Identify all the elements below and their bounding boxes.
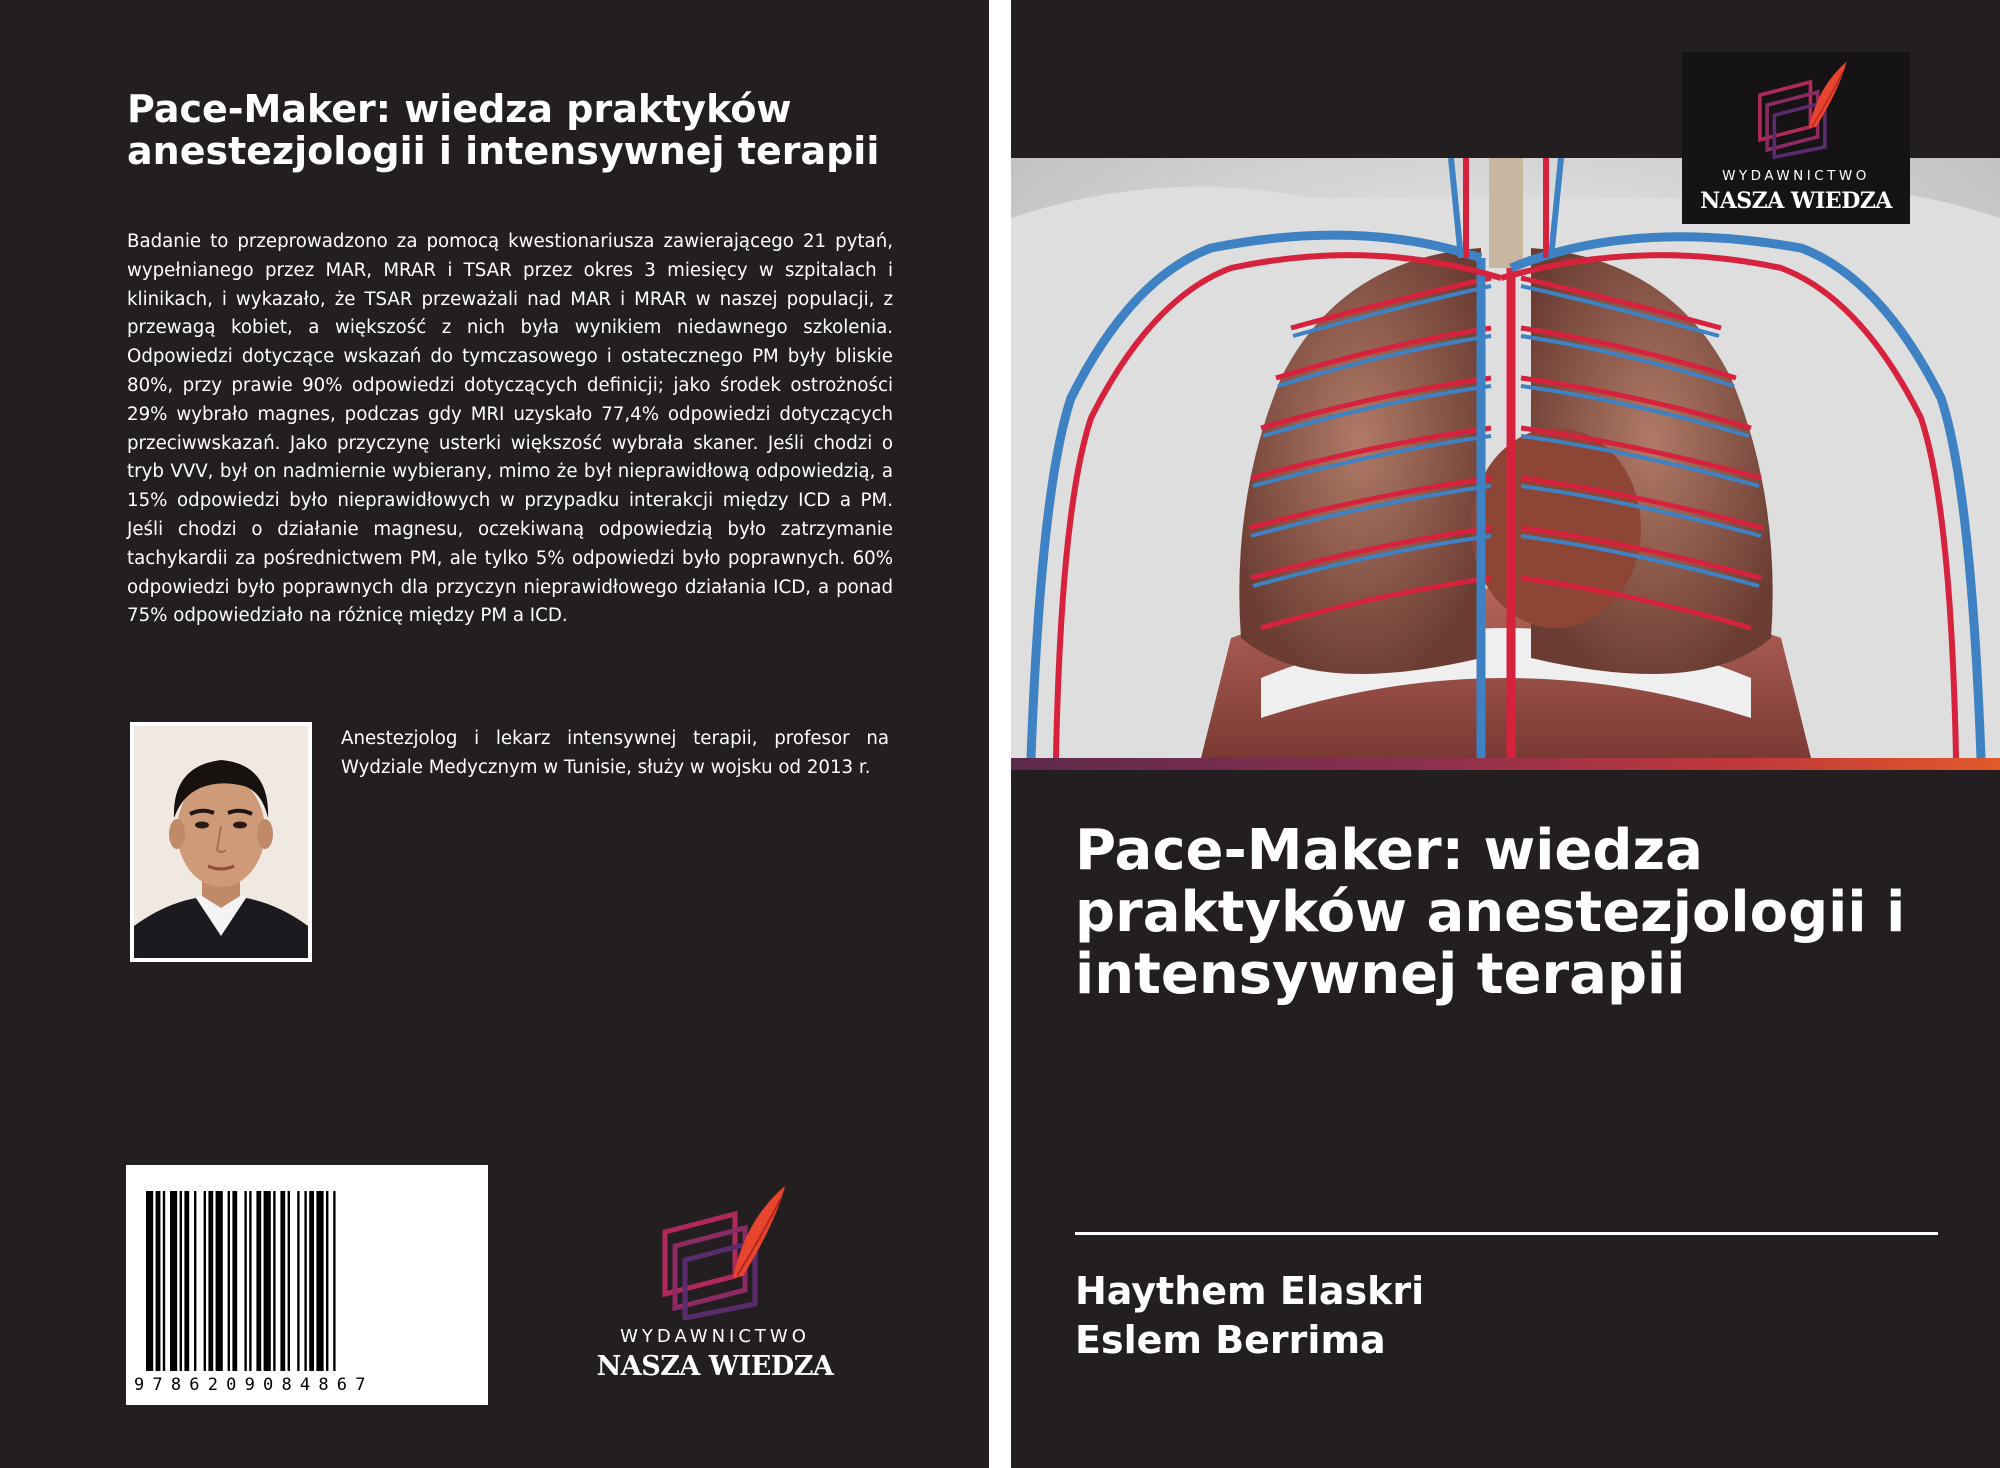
front-cover-title: Pace-Maker: wiedza praktyków anestezjologii i intensywnej terapii	[1075, 818, 1906, 1007]
barcode-bar	[163, 1191, 165, 1371]
barcode-bar	[194, 1191, 196, 1371]
barcode-bar	[180, 1191, 182, 1371]
publisher-line1: WYDAWNICTWO	[620, 1326, 810, 1347]
barcode-bar	[184, 1191, 189, 1371]
cover-divider	[989, 0, 1011, 1468]
book-quill-icon	[1731, 52, 1861, 164]
isbn-digits: 9786209084867	[134, 1375, 374, 1395]
barcode-bar	[156, 1191, 161, 1371]
book-quill-icon	[625, 1180, 805, 1320]
back-cover-title: Pace-Maker: wiedza praktyków anestezjologii i intensywnej terapii	[127, 87, 880, 173]
barcode-bar	[273, 1191, 275, 1371]
isbn-barcode	[126, 1165, 488, 1405]
author-name: Eslem Berrima	[1075, 1318, 1386, 1362]
publisher-line1: WYDAWNICTWO	[1722, 168, 1870, 184]
barcode-bar	[304, 1191, 306, 1371]
publisher-line2: NASZA WIEDZA	[1700, 188, 1892, 214]
barcode-bar	[216, 1191, 223, 1371]
publisher-logo-back	[585, 1180, 845, 1382]
barcode-bar	[208, 1191, 213, 1371]
accent-strip	[1011, 758, 2000, 770]
barcode-bar	[256, 1191, 261, 1371]
barcode-bar	[288, 1191, 290, 1371]
barcode-bar	[146, 1191, 153, 1371]
publisher-logo-front	[1682, 52, 1910, 224]
barcode-bar	[326, 1191, 328, 1371]
author-bio: Anestezjolog i lekarz intensywnej terapii, profesor na Wydziale Medycznym w Tunisie, służy w wojsku od 2013 r.	[341, 728, 889, 778]
back-cover-blurb: Badanie to przeprowadzono za pomocą kwestionariusza zawierającego 21 pytań, wypełnianego przez MAR, MRAR i TSAR przez okres 3 miesięcy w szpitalach i klinikach, i wykazało, że TSAR przeważali nad MAR i MRAR w naszej populacji, z przewagą kobiet, a większość z nich była wynikiem niedawnego szkolenia. Odpowiedzi dotyczące wskazań do tymczasowego i ostatecznego PM były bliskie 80%, przy prawie 90% odpowiedzi dotyczących definicji; jako środek ostrożności 29% wybrało magnes, podczas gdy MRI uzyskało 77,4% odpowiedzi dotyczących przeciwwskazań. Jako przyczynę usterki większość wybrała skaner. Jeśli chodzi o tryb VVV, był on nadmiernie wybierany, mimo że był nieprawidłową odpowiedzią, a 15% odpowiedzi było nieprawidłowych w przypadku interakcji między ICD a PM. Jeśli chodzi o działanie magnesu, oczekiwaną odpowiedzią było zatrzymanie tachykardii za pośrednictwem PM, ale tylko 5% odpowiedzi było poprawnych. 60% odpowiedzi było poprawnych dla przyczyn nieprawidłowego działania ICD, a ponad 75% odpowiedziało na różnicę między PM a ICD.	[127, 231, 893, 627]
barcode-bar	[309, 1191, 314, 1371]
barcode-bar	[297, 1191, 299, 1371]
author-photo	[130, 722, 312, 962]
author-name: Haythem Elaskri	[1075, 1269, 1425, 1313]
publisher-line2: NASZA WIEDZA	[596, 1351, 834, 1382]
barcode-bar	[228, 1191, 230, 1371]
back-cover	[0, 0, 989, 1468]
barcode-bar	[249, 1191, 251, 1371]
barcode-bar	[264, 1191, 271, 1371]
barcode-bar	[333, 1191, 335, 1371]
barcode-bar	[232, 1191, 237, 1371]
barcode-bar	[170, 1191, 177, 1371]
barcode-bar	[280, 1191, 285, 1371]
barcode-bar	[244, 1191, 246, 1371]
anatomy-illustration	[1011, 158, 2000, 758]
title-divider	[1075, 1232, 1938, 1235]
barcode-bar	[204, 1191, 206, 1371]
barcode-bar	[316, 1191, 323, 1371]
